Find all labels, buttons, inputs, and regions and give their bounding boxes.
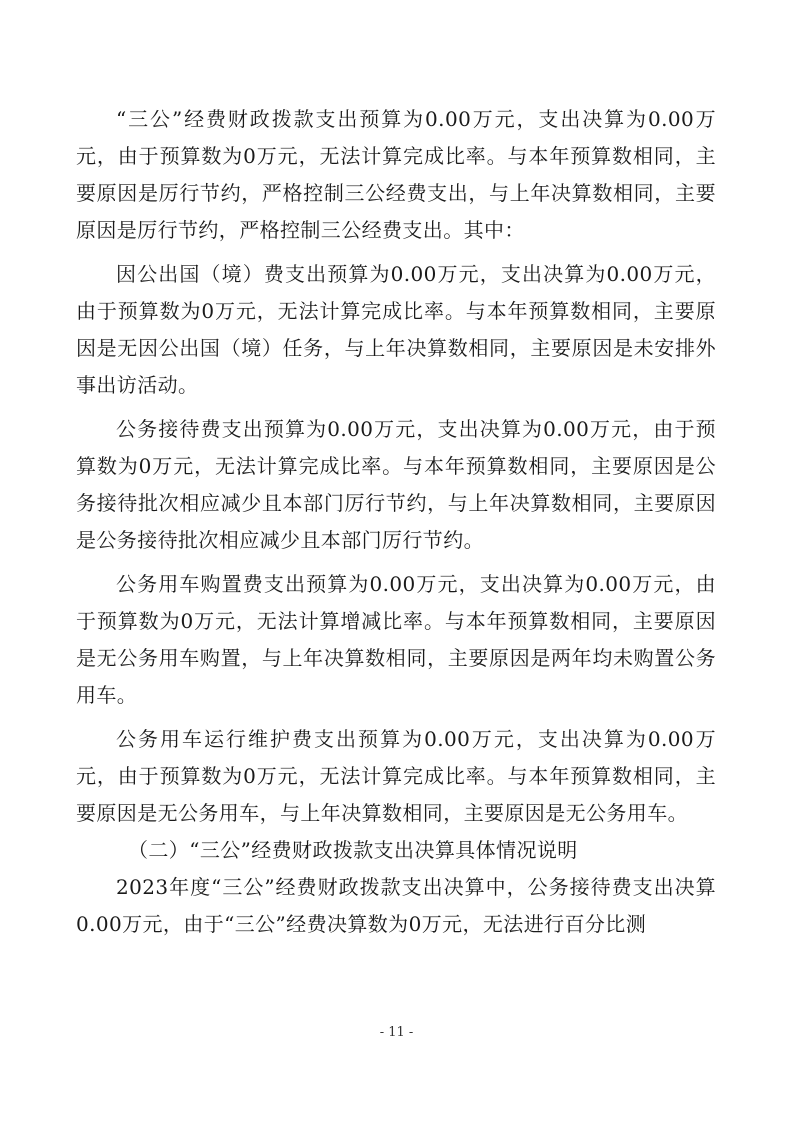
section-heading: （二）“三公”经费财政拨款支出决算具体情况说明 [128, 838, 578, 862]
paragraph-vehicle-purchase: 公务用车购置费支出预算为0.00万元，支出决算为0.00万元，由于预算数为0万元，无法计算增减比率。与本年预算数相同，主要原因是无公务用车购置，与上年决算数相同，主要原因是两年均未购置公务用车。 [76, 572, 716, 707]
paragraph-vehicle-maintenance: 公务用车运行维护费支出预算为0.00万元，支出决算为0.00万元，由于预算数为0万元，无法计算完成比率。与本年预算数相同，主要原因是无公务用车，与上年决算数相同，主要原因是无公务用车。 [76, 727, 716, 825]
paragraph-overseas-travel: 因公出国（境）费支出预算为0.00万元，支出决算为0.00万元，由于预算数为0万元，无法计算完成比率。与本年预算数相同，主要原因是无因公出国（境）任务，与上年决算数相同，主要原因是未安排外事出访活动。 [76, 262, 716, 397]
page-number: - 11 - [379, 1025, 414, 1040]
document-body [76, 101, 716, 943]
paragraph-sangong-overview: “三公”经费财政拨款支出预算为0.00万元，支出决算为0.00万元，由于预算数为0万元，无法计算完成比率。与本年预算数相同，主要原因是厉行节约，严格控制三公经费支出，与上年决算数相同，主要原因是厉行节约，严格控制三公经费支出。其中： [76, 107, 716, 242]
paragraph-official-reception: 公务接待费支出预算为0.00万元，支出决算为0.00万元，由于预算数为0万元，无法计算完成比率。与本年预算数相同，主要原因是公务接待批次相应减少且本部门厉行节约，与上年决算数相同，主要原因是公务接待批次相应减少且本部门厉行节约。 [76, 417, 716, 552]
paragraph-final-accounts: 2023年度“三公”经费财政拨款支出决算中，公务接待费支出决算0.00万元，由于“三公”经费决算数为0万元，无法进行百分比测 [76, 875, 716, 936]
